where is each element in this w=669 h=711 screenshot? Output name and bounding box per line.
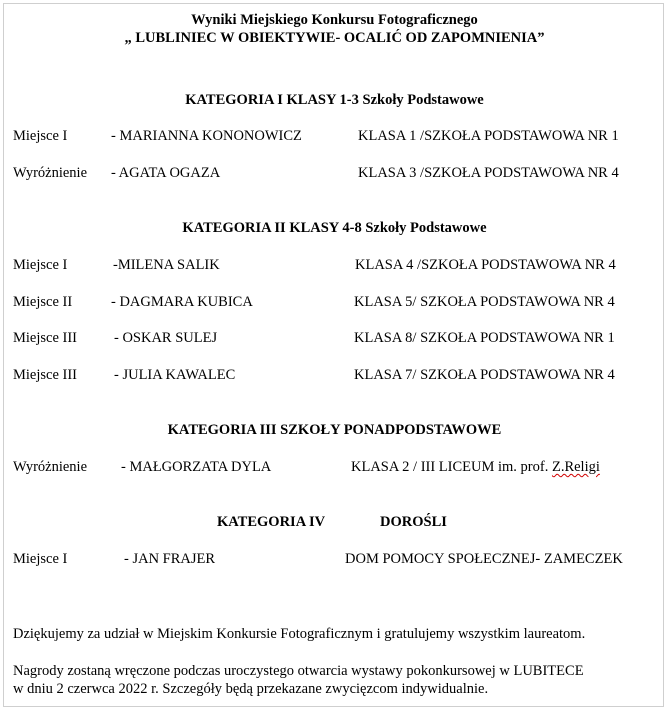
category-3-heading: KATEGORIA III SZKOŁY PONADPODSTAWOWE <box>167 422 502 438</box>
category-2-heading: KATEGORIA II KLASY 4-8 Szkoły Podstawowe <box>182 220 487 236</box>
winner-school: KLASA 7/ SZKOŁA PODSTAWOWA NR 4 <box>354 367 615 383</box>
info-text-line-2: w dniu 2 czerwca 2022 r. Szczegóły będą przekazane zwycięzcom indywidualnie. <box>13 681 489 697</box>
winner-school: DOM POMOCY SPOŁECZNEJ- ZAMECZEK <box>345 551 623 567</box>
winner-school: KLASA 3 /SZKOŁA PODSTAWOWA NR 4 <box>358 165 619 181</box>
place-label: Wyróżnienie <box>13 459 88 475</box>
title-line-1: Wyniki Miejskiego Konkursu Fotograficznego <box>191 12 478 28</box>
winner-name: - OSKAR SULEJ <box>114 330 218 346</box>
winner-school: KLASA 4 /SZKOŁA PODSTAWOWA NR 4 <box>355 257 616 273</box>
category-4-heading: KATEGORIA IV <box>217 514 326 530</box>
winner-name: - MAŁGORZATA DYLA <box>121 459 272 475</box>
place-label: Miejsce III <box>13 367 78 383</box>
place-label: Miejsce II <box>13 294 73 310</box>
winner-school: KLASA 1 /SZKOŁA PODSTAWOWA NR 1 <box>358 128 619 144</box>
place-label: Miejsce I <box>13 551 68 567</box>
spellcheck-marked-word: Z.Religi <box>551 459 600 475</box>
title-line-2: „ LUBLINIEC W OBIEKTYWIE- OCALIĆ OD ZAPOMNIENIA” <box>124 30 545 46</box>
winner-name: - JULIA KAWALEC <box>114 367 236 383</box>
thanks-text: Dziękujemy za udział w Miejskim Konkursie Fotograficznym i gratulujemy wszystkim laureatom. <box>13 626 586 642</box>
place-label: Wyróżnienie <box>13 165 88 181</box>
winner-name: - JAN FRAJER <box>124 551 216 567</box>
winner-name: - DAGMARA KUBICA <box>111 294 253 310</box>
winner-name: -MILENA SALIK <box>113 257 220 273</box>
category-1-heading: KATEGORIA I KLASY 1-3 Szkoły Podstawowe <box>185 92 484 108</box>
winner-school: KLASA 8/ SZKOŁA PODSTAWOWA NR 1 <box>354 330 615 346</box>
place-label: Miejsce I <box>13 128 68 144</box>
school-text: KLASA 2 / III LICEUM im. prof. <box>351 459 552 475</box>
winner-name: - AGATA OGAZA <box>111 165 221 181</box>
winner-school: KLASA 5/ SZKOŁA PODSTAWOWA NR 4 <box>354 294 615 310</box>
info-text-line-1: Nagrody zostaną wręczone podczas uroczystego otwarcia wystawy pokonkursowej w LUBITECE <box>13 663 584 679</box>
place-label: Miejsce I <box>13 257 68 273</box>
winner-school <box>351 458 600 476</box>
place-label: Miejsce III <box>13 330 78 346</box>
winner-name: - MARIANNA KONONOWICZ <box>111 128 302 144</box>
category-4-heading-group: DOROŚLI <box>380 514 447 530</box>
